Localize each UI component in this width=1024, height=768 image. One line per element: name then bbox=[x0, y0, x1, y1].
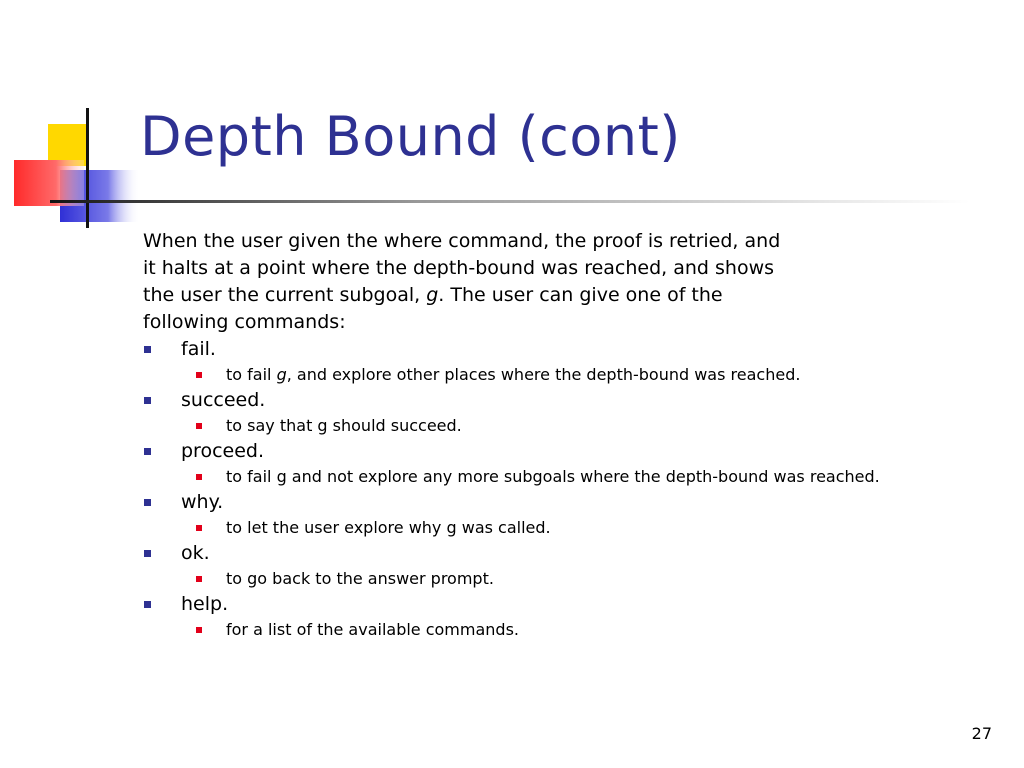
square-bullet-icon bbox=[144, 499, 151, 506]
title-divider bbox=[50, 200, 970, 203]
list-item-ok bbox=[0, 540, 1024, 566]
list-item-why bbox=[0, 489, 1024, 515]
sub-item-fail bbox=[0, 362, 1024, 387]
intro-italic-g: g bbox=[426, 284, 439, 306]
square-bullet-icon bbox=[196, 576, 202, 582]
intro-line bbox=[143, 282, 843, 309]
command-name: ok. bbox=[181, 542, 210, 564]
list-item-succeed bbox=[0, 387, 1024, 413]
square-bullet-icon bbox=[196, 525, 202, 531]
square-bullet-icon bbox=[144, 346, 151, 353]
intro-line: When the user given the where command, the proof is retried, and bbox=[143, 230, 781, 252]
sub-item-why bbox=[0, 515, 1024, 540]
intro-paragraph bbox=[143, 228, 843, 336]
command-description: to fail g and not explore any more subgoals where the depth-bound was reached. bbox=[226, 467, 880, 486]
square-bullet-icon bbox=[196, 627, 202, 633]
desc-text: to fail bbox=[226, 365, 277, 384]
sub-item-ok bbox=[0, 566, 1024, 591]
list-item-help bbox=[0, 591, 1024, 617]
command-name: help. bbox=[181, 593, 229, 615]
square-bullet-icon bbox=[144, 448, 151, 455]
desc-italic-g: g bbox=[276, 365, 287, 384]
command-description: to go back to the answer prompt. bbox=[226, 569, 494, 588]
intro-line: it halts at a point where the depth-bound was reached, and shows bbox=[143, 257, 775, 279]
command-description: to let the user explore why g was called. bbox=[226, 518, 551, 537]
desc-text: , and explore other places where the depth-bound was reached. bbox=[286, 365, 801, 384]
square-bullet-icon bbox=[196, 474, 202, 480]
square-bullet-icon bbox=[144, 550, 151, 557]
square-bullet-icon bbox=[144, 601, 151, 608]
intro-line: following commands: bbox=[143, 311, 346, 333]
square-bullet-icon bbox=[196, 372, 202, 378]
sub-item-proceed bbox=[0, 464, 1024, 489]
list-item-proceed bbox=[0, 438, 1024, 464]
square-bullet-icon bbox=[196, 423, 202, 429]
command-name: why. bbox=[181, 491, 224, 513]
command-description: for a list of the available commands. bbox=[226, 620, 519, 639]
command-name: proceed. bbox=[181, 440, 265, 462]
decorative-squares-logo bbox=[0, 100, 150, 230]
square-bullet-icon bbox=[144, 397, 151, 404]
slide-title: Depth Bound (cont) bbox=[140, 105, 681, 168]
intro-text: the user the current subgoal, bbox=[143, 284, 421, 306]
command-list bbox=[0, 336, 1024, 642]
sub-item-help bbox=[0, 617, 1024, 642]
command-name: succeed. bbox=[181, 389, 266, 411]
page-number: 27 bbox=[971, 724, 992, 743]
list-item-fail bbox=[0, 336, 1024, 362]
intro-text: . The user can give one of the bbox=[438, 284, 723, 306]
sub-item-succeed bbox=[0, 413, 1024, 438]
command-name: fail. bbox=[181, 338, 216, 360]
command-description bbox=[226, 362, 800, 387]
command-description: to say that g should succeed. bbox=[226, 416, 462, 435]
